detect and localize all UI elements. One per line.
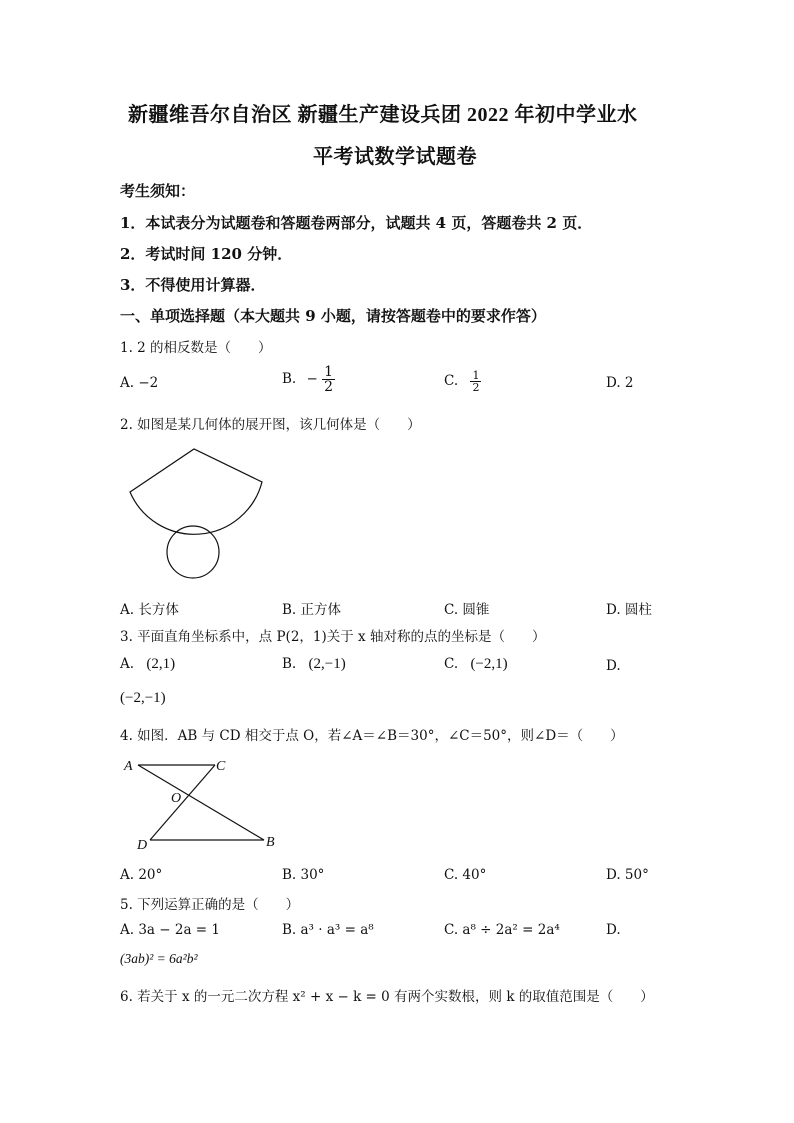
q3-option-b-value: (2,−1) xyxy=(308,656,346,672)
q4-label-c: C xyxy=(216,759,226,774)
question-4-text: 4. 如图．AB 与 CD 相交于点 O，若∠A＝∠B＝30°，∠C＝50°，则∠D＝（ ） xyxy=(120,728,624,744)
q1-option-c-fraction xyxy=(470,370,481,393)
page-title-line2: 平考试数学试题卷 xyxy=(313,146,477,168)
q5-option-b: B. a³ · a³ = a⁸ xyxy=(282,922,374,938)
q1-option-c xyxy=(444,370,481,393)
q1-c-denominator: 2 xyxy=(472,381,480,394)
q2-option-d: D. 圆柱 xyxy=(606,602,652,618)
question-5-text: 5. 下列运算正确的是（ ） xyxy=(120,897,300,913)
q3-option-b-label: B. xyxy=(282,656,297,672)
q5-option-c: C. a⁸ ÷ 2a² = 2a⁴ xyxy=(444,922,560,938)
q2-option-b: B. 正方体 xyxy=(282,602,342,618)
q1-option-c-label: C. xyxy=(444,373,459,389)
q4-segment-cd xyxy=(150,765,215,840)
question-1-text: 1. 2 的相反数是（ ） xyxy=(120,340,272,356)
q3-option-a-label: A. xyxy=(120,656,135,672)
q5-option-a: A. 3a − 2a = 1 xyxy=(120,922,220,938)
q4-label-d: D xyxy=(137,838,148,853)
q3-option-c-value: (−2,1) xyxy=(470,656,508,672)
q5-option-d: D. xyxy=(606,922,621,938)
question-2-text: 2. 如图是某几何体的展开图，该几何体是（ ） xyxy=(120,417,421,433)
q4-figure xyxy=(118,752,288,857)
q4-label-a: A xyxy=(124,759,133,774)
q1-option-b-fraction xyxy=(322,365,335,394)
q3-option-c xyxy=(444,656,508,673)
question-6-text: 6. 若关于 x 的一元二次方程 x² + x − k = 0 有两个实数根，则 k 的取值范围是（ ） xyxy=(120,989,654,1005)
page-title-line1: 新疆维吾尔自治区 新疆生产建设兵团 2022 年初中学业水 xyxy=(128,104,638,126)
q4-option-b: B. 30° xyxy=(282,867,325,883)
q4-option-a: A. 20° xyxy=(120,867,163,883)
q4-label-o: O xyxy=(171,791,182,806)
q3-option-a xyxy=(120,656,175,673)
question-3-text: 3. 平面直角坐标系中，点 P(2，1)关于 x 轴对称的点的坐标是（ ） xyxy=(120,629,546,645)
q1-b-numerator: 1 xyxy=(324,364,334,380)
notice-item-3: 3．不得使用计算器． xyxy=(120,276,266,294)
q3-option-b xyxy=(282,656,346,673)
notice-heading: 考生须知： xyxy=(120,182,196,200)
q4-option-d: D. 50° xyxy=(606,867,649,883)
q1-option-b xyxy=(282,365,335,394)
notice-item-2: 2．考试时间 120 分钟． xyxy=(120,245,293,263)
q1-c-numerator: 1 xyxy=(472,369,480,382)
q4-option-c: C. 40° xyxy=(444,867,487,883)
section-heading: 一、单项选择题（本大题共 9 小题，请按答题卷中的要求作答） xyxy=(120,307,546,325)
q2-net-figure xyxy=(120,440,280,590)
q1-option-b-label: B. xyxy=(282,371,297,387)
q3-option-d-value: (−2,−1) xyxy=(120,690,166,706)
q3-option-a-value: (2,1) xyxy=(146,656,176,672)
q4-label-b: B xyxy=(266,835,275,850)
q2-option-a: A. 长方体 xyxy=(120,602,179,618)
q4-segment-ab xyxy=(138,765,264,840)
notice-item-1: 1．本试表分为试题卷和答题卷两部分，试题共 4 页，答题卷共 2 页． xyxy=(120,214,593,232)
q1-b-denominator: 2 xyxy=(324,379,334,395)
q1-option-a: A. −2 xyxy=(120,375,159,391)
q1-option-b-sign: − xyxy=(306,371,318,387)
q3-option-c-label: C. xyxy=(444,656,459,672)
q2-sector-shape xyxy=(130,449,262,534)
q1-option-d: D. 2 xyxy=(606,375,634,391)
q2-option-c: C. 圆锥 xyxy=(444,602,490,618)
q5-option-d-value: (3ab)² = 6a²b² xyxy=(120,951,198,966)
q3-option-d-label: D. xyxy=(606,658,621,674)
